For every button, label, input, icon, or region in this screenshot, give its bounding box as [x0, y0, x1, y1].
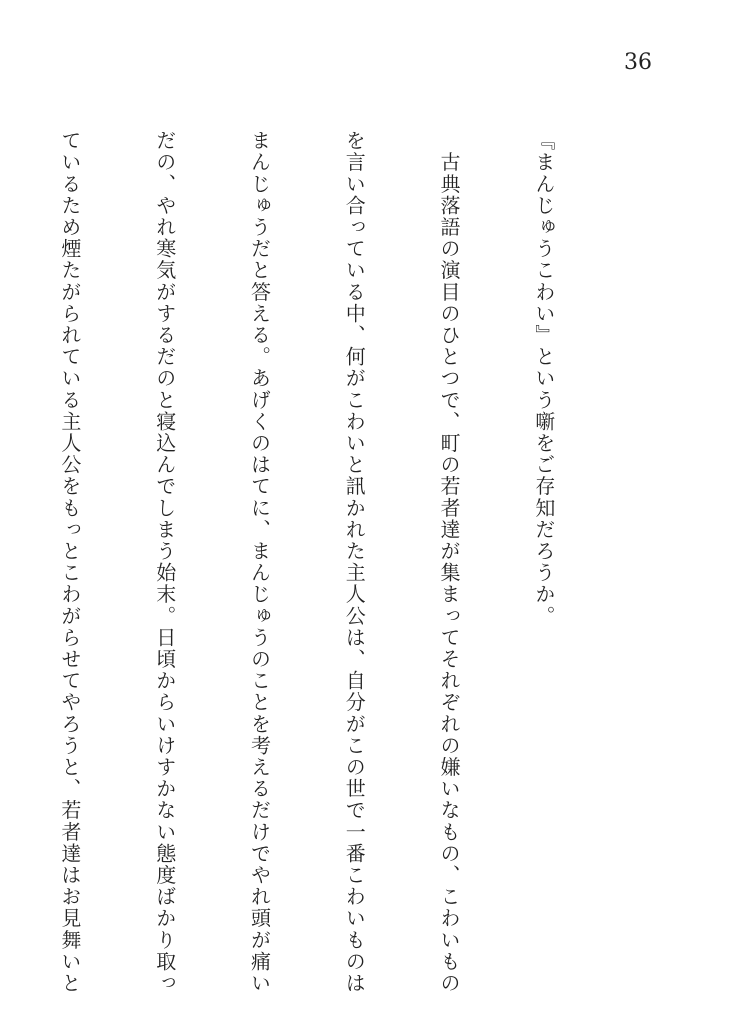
text-line: を言い合っている中、何がこわいと訊かれた主人公は、自分がこの世で一番こわいものは [342, 130, 367, 994]
text-line: まんじゅうだと答える。あげくのはてに、まんじゅうのことを考えるだけでやれ頭が痛い [247, 130, 272, 994]
vertical-text-body [0, 130, 622, 994]
text-line: 『まんじゅうこわい』という噺をご存知だろうか。 [531, 130, 556, 627]
text-line: 古典落語の演目のひとつで、町の若者達が集まってそれぞれの嫌いなもの、こわいもの [437, 130, 462, 994]
page-number: 36 [624, 50, 652, 75]
text-line: ているため煙たがられている主人公をもっとこわがらせてやろうと、若者達はお見舞いと [57, 130, 82, 994]
text-line: だの、やれ寒気がするだのと寝込んでしまう始末。日頃からいけすかない態度ばかり取っ [152, 130, 177, 994]
